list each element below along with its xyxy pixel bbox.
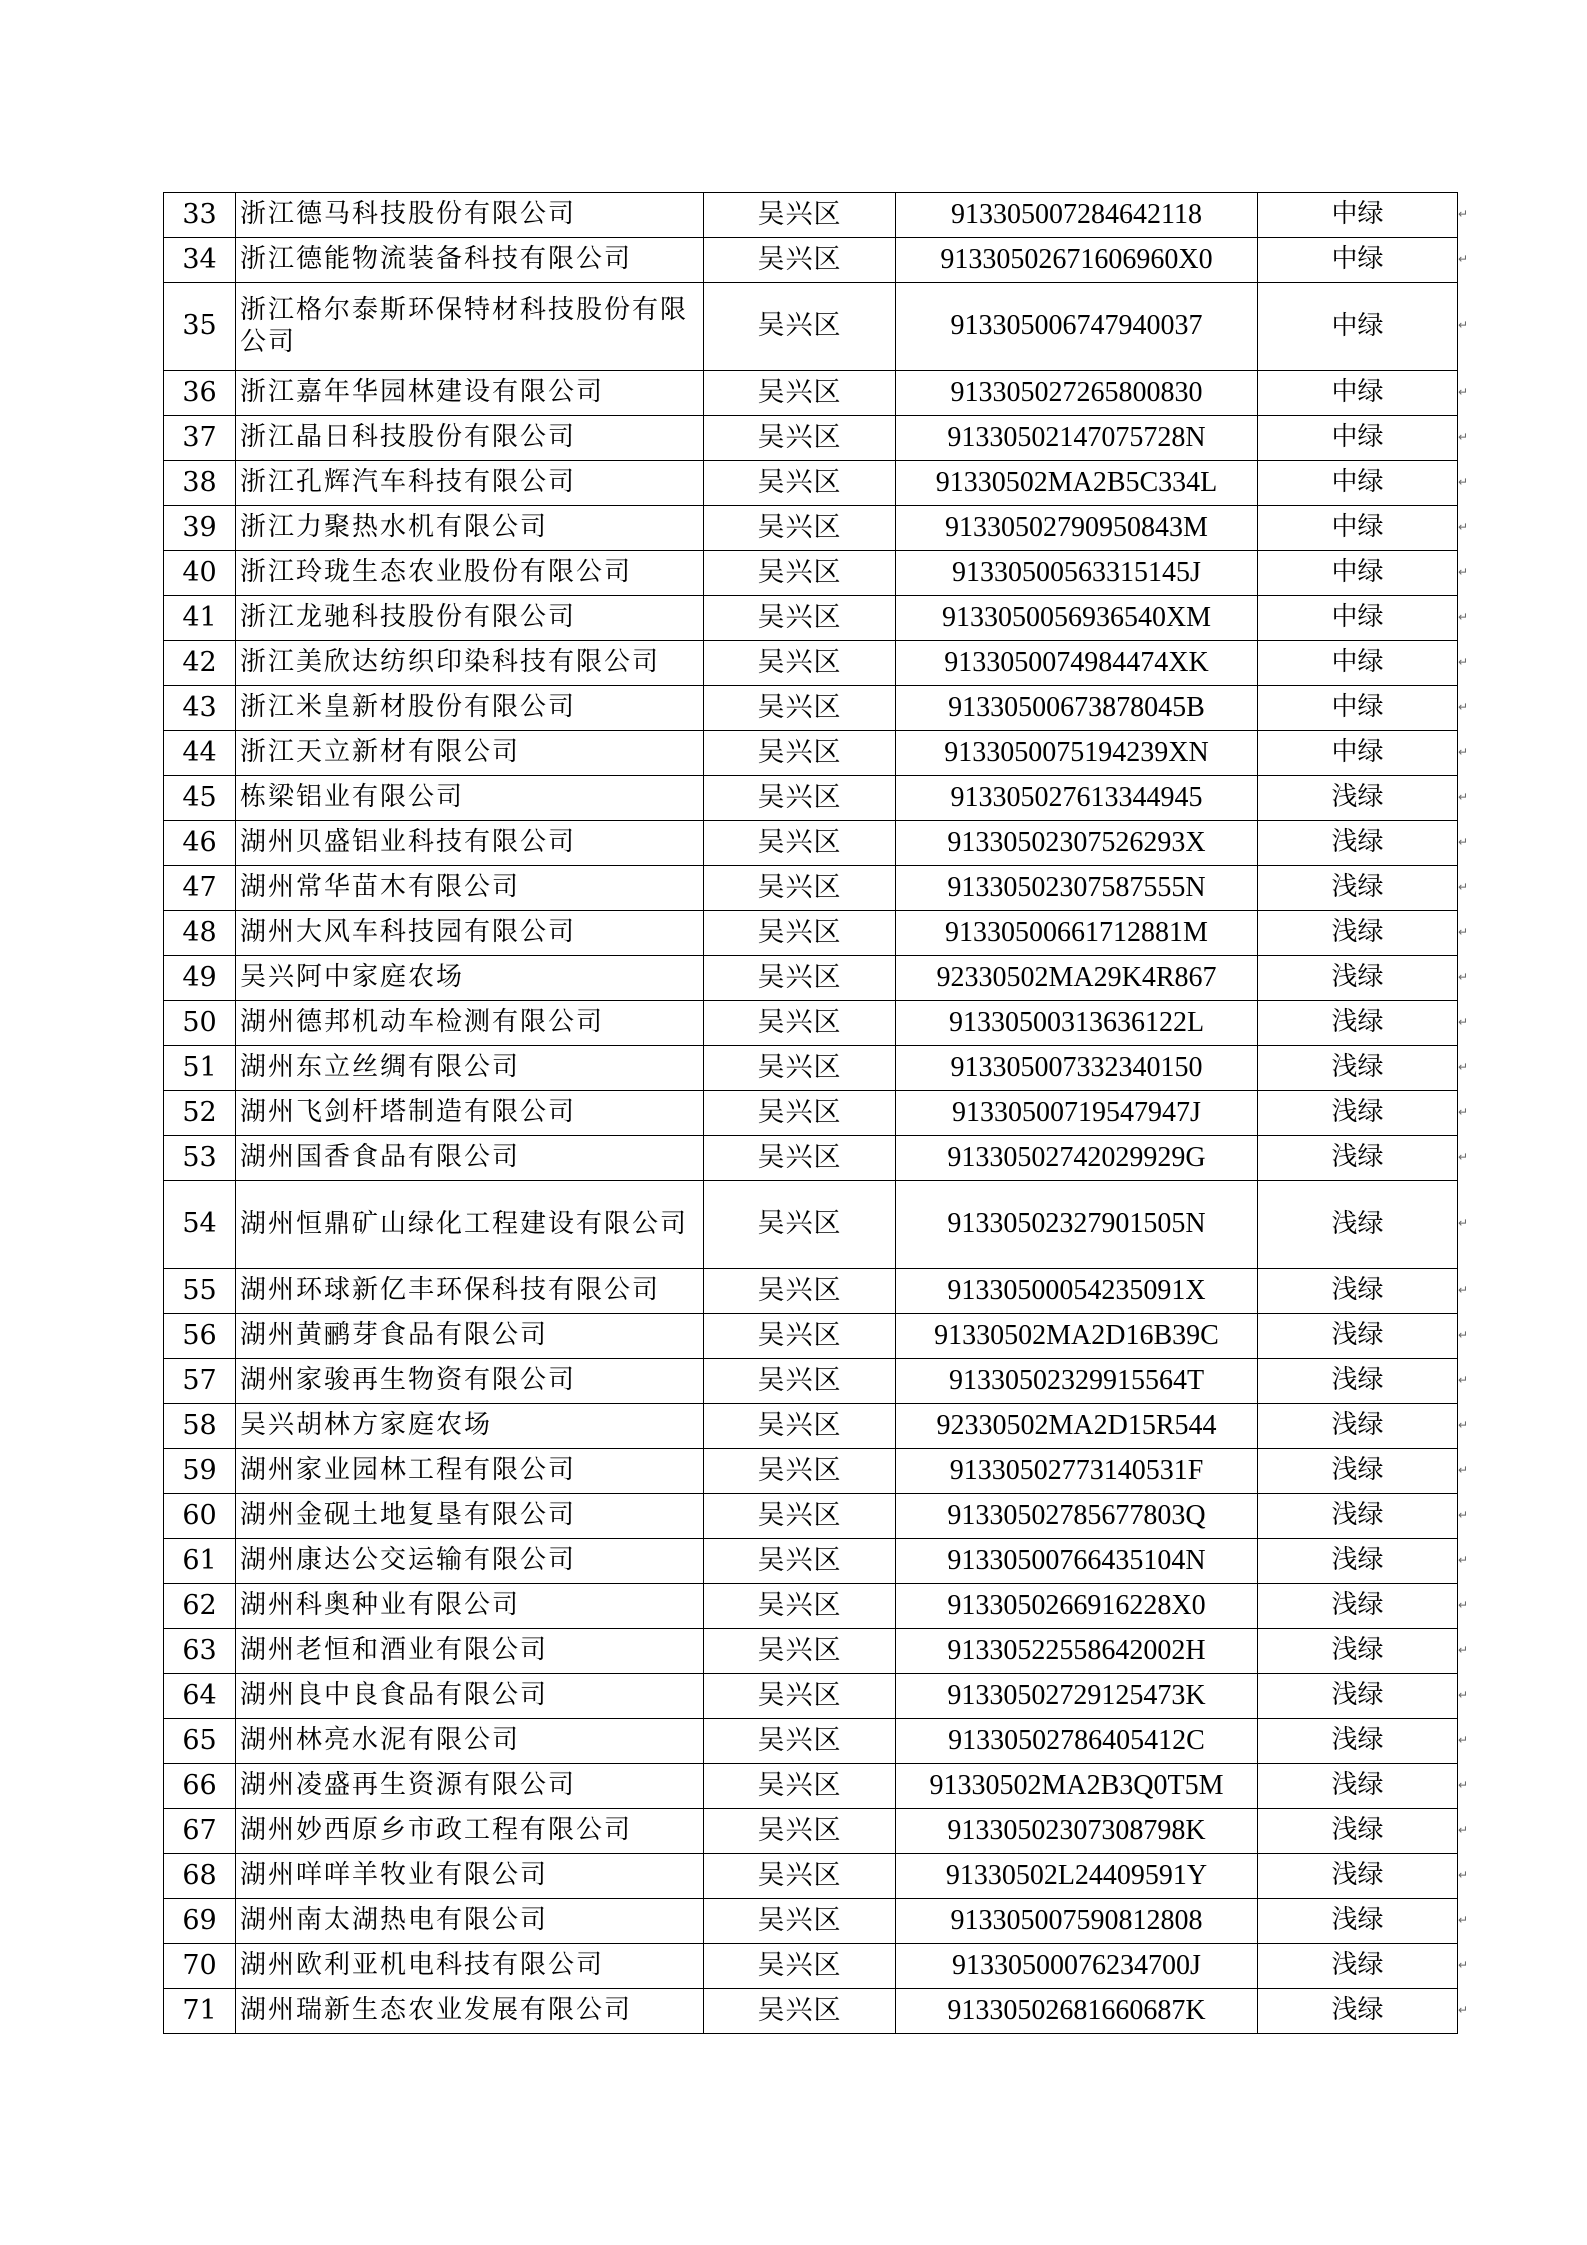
table-row	[164, 821, 1458, 866]
row-number: 48	[164, 911, 236, 956]
green-grade: 浅绿	[1258, 1404, 1458, 1449]
row-end-mark: ↵	[1458, 1059, 1469, 1074]
company-name: 湖州德邦机动车检测有限公司	[236, 1001, 704, 1046]
company-name: 湖州黄鹂芽食品有限公司	[236, 1314, 704, 1359]
row-end-mark: ↵	[1458, 564, 1469, 579]
credit-code: 91330500054235091X	[896, 1269, 1258, 1314]
green-grade: 浅绿	[1258, 1899, 1458, 1944]
district: 吴兴区	[704, 461, 896, 506]
company-name: 浙江龙驰科技股份有限公司	[236, 596, 704, 641]
row-number: 64	[164, 1674, 236, 1719]
green-grade: 中绿	[1258, 641, 1458, 686]
table-row	[164, 506, 1458, 551]
company-name: 湖州飞剑杆塔制造有限公司	[236, 1091, 704, 1136]
company-name: 浙江力聚热水机有限公司	[236, 506, 704, 551]
credit-code: 9133050266916228X0	[896, 1584, 1258, 1629]
table-row	[164, 1989, 1458, 2034]
district: 吴兴区	[704, 416, 896, 461]
district: 吴兴区	[704, 776, 896, 821]
table-row	[164, 1449, 1458, 1494]
credit-code: 91330502307526293X	[896, 821, 1258, 866]
green-grade: 中绿	[1258, 371, 1458, 416]
company-name: 湖州欧利亚机电科技有限公司	[236, 1944, 704, 1989]
row-end-mark: ↵	[1458, 1327, 1469, 1342]
district: 吴兴区	[704, 1674, 896, 1719]
row-end-mark: ↵	[1458, 1552, 1469, 1567]
credit-code: 91330500661712881M	[896, 911, 1258, 956]
table-row	[164, 461, 1458, 506]
district: 吴兴区	[704, 1719, 896, 1764]
district: 吴兴区	[704, 641, 896, 686]
credit-code: 91330500766435104N	[896, 1539, 1258, 1584]
company-name: 湖州老恒和酒业有限公司	[236, 1629, 704, 1674]
credit-code: 913305007332340150	[896, 1046, 1258, 1091]
row-end-mark: ↵	[1458, 1149, 1469, 1164]
row-number: 67	[164, 1809, 236, 1854]
credit-code: 91330502773140531F	[896, 1449, 1258, 1494]
district: 吴兴区	[704, 866, 896, 911]
row-number: 49	[164, 956, 236, 1001]
district: 吴兴区	[704, 1181, 896, 1269]
green-grade: 浅绿	[1258, 1001, 1458, 1046]
row-end-mark: ↵	[1458, 834, 1469, 849]
credit-code: 91330502671606960X0	[896, 238, 1258, 283]
company-name: 湖州康达公交运输有限公司	[236, 1539, 704, 1584]
district: 吴兴区	[704, 1629, 896, 1674]
row-number: 41	[164, 596, 236, 641]
credit-code: 91330502MA2B5C334L	[896, 461, 1258, 506]
district: 吴兴区	[704, 193, 896, 238]
credit-code: 91330500313636122L	[896, 1001, 1258, 1046]
table-row	[164, 1764, 1458, 1809]
row-number: 60	[164, 1494, 236, 1539]
row-number: 63	[164, 1629, 236, 1674]
table-row	[164, 1314, 1458, 1359]
credit-code: 91330500719547947J	[896, 1091, 1258, 1136]
row-end-mark: ↵	[1458, 1216, 1469, 1230]
row-end-mark: ↵	[1458, 384, 1469, 399]
credit-code: 91330500673878045B	[896, 686, 1258, 731]
company-name: 湖州贝盛铝业科技有限公司	[236, 821, 704, 866]
row-number: 51	[164, 1046, 236, 1091]
credit-code: 91330502L24409591Y	[896, 1854, 1258, 1899]
company-name: 浙江美欣达纺织印染科技有限公司	[236, 641, 704, 686]
credit-code: 91330502729125473K	[896, 1674, 1258, 1719]
row-number: 46	[164, 821, 236, 866]
district: 吴兴区	[704, 1046, 896, 1091]
green-grade: 中绿	[1258, 238, 1458, 283]
table-row	[164, 956, 1458, 1001]
credit-code: 91330502MA2B3Q0T5M	[896, 1764, 1258, 1809]
district: 吴兴区	[704, 596, 896, 641]
district: 吴兴区	[704, 1404, 896, 1449]
credit-code: 92330502MA29K4R867	[896, 956, 1258, 1001]
row-end-mark: ↵	[1458, 1104, 1469, 1119]
table-row	[164, 1854, 1458, 1899]
row-number: 50	[164, 1001, 236, 1046]
enterprise-table	[163, 192, 1458, 2034]
district: 吴兴区	[704, 1449, 896, 1494]
company-name: 浙江天立新材有限公司	[236, 731, 704, 776]
row-end-mark: ↵	[1458, 1912, 1469, 1927]
row-number: 35	[164, 283, 236, 371]
company-name: 栋梁铝业有限公司	[236, 776, 704, 821]
company-name: 湖州国香食品有限公司	[236, 1136, 704, 1181]
table-row	[164, 1181, 1458, 1269]
district: 吴兴区	[704, 1269, 896, 1314]
company-name: 浙江德马科技股份有限公司	[236, 193, 704, 238]
row-end-mark: ↵	[1458, 1282, 1469, 1297]
row-number: 70	[164, 1944, 236, 1989]
table-row	[164, 596, 1458, 641]
row-number: 52	[164, 1091, 236, 1136]
credit-code: 91330500563315145J	[896, 551, 1258, 596]
row-number: 37	[164, 416, 236, 461]
credit-code: 91330502681660687K	[896, 1989, 1258, 2034]
row-end-mark: ↵	[1458, 251, 1469, 266]
row-end-mark: ↵	[1458, 789, 1469, 804]
credit-code: 9133050074984474XK	[896, 641, 1258, 686]
green-grade: 浅绿	[1258, 1674, 1458, 1719]
table-row	[164, 776, 1458, 821]
credit-code: 91330502785677803Q	[896, 1494, 1258, 1539]
credit-code: 913305027613344945	[896, 776, 1258, 821]
green-grade: 浅绿	[1258, 1719, 1458, 1764]
company-name: 湖州良中良食品有限公司	[236, 1674, 704, 1719]
row-end-mark: ↵	[1458, 969, 1469, 984]
district: 吴兴区	[704, 1809, 896, 1854]
district: 吴兴区	[704, 1944, 896, 1989]
credit-code: 913305007590812808	[896, 1899, 1258, 1944]
district: 吴兴区	[704, 686, 896, 731]
company-name: 湖州凌盛再生资源有限公司	[236, 1764, 704, 1809]
row-end-mark: ↵	[1458, 1777, 1469, 1792]
credit-code: 91330500076234700J	[896, 1944, 1258, 1989]
credit-code: 91330502786405412C	[896, 1719, 1258, 1764]
company-name: 湖州大风车科技园有限公司	[236, 911, 704, 956]
row-number: 42	[164, 641, 236, 686]
row-end-mark: ↵	[1458, 654, 1469, 669]
district: 吴兴区	[704, 821, 896, 866]
row-end-mark: ↵	[1458, 1732, 1469, 1747]
credit-code: 91330502147075728N	[896, 416, 1258, 461]
row-number: 54	[164, 1181, 236, 1269]
company-name: 湖州咩咩羊牧业有限公司	[236, 1854, 704, 1899]
row-number: 58	[164, 1404, 236, 1449]
district: 吴兴区	[704, 551, 896, 596]
table-row	[164, 1899, 1458, 1944]
company-name: 湖州金砚土地复垦有限公司	[236, 1494, 704, 1539]
row-end-mark: ↵	[1458, 318, 1469, 332]
company-name: 吴兴胡林方家庭农场	[236, 1404, 704, 1449]
green-grade: 浅绿	[1258, 1854, 1458, 1899]
district: 吴兴区	[704, 1899, 896, 1944]
row-number: 43	[164, 686, 236, 731]
company-name: 湖州林亮水泥有限公司	[236, 1719, 704, 1764]
company-name: 湖州东立丝绸有限公司	[236, 1046, 704, 1091]
table-row	[164, 371, 1458, 416]
row-end-mark: ↵	[1458, 519, 1469, 534]
row-number: 69	[164, 1899, 236, 1944]
company-name: 湖州妙西原乡市政工程有限公司	[236, 1809, 704, 1854]
company-name: 浙江玲珑生态农业股份有限公司	[236, 551, 704, 596]
green-grade: 浅绿	[1258, 821, 1458, 866]
row-number: 40	[164, 551, 236, 596]
credit-code: 91330502742029929G	[896, 1136, 1258, 1181]
district: 吴兴区	[704, 1314, 896, 1359]
green-grade: 浅绿	[1258, 1136, 1458, 1181]
green-grade: 浅绿	[1258, 1449, 1458, 1494]
company-name: 浙江晶日科技股份有限公司	[236, 416, 704, 461]
row-end-mark: ↵	[1458, 1014, 1469, 1029]
green-grade: 浅绿	[1258, 866, 1458, 911]
table-row	[164, 686, 1458, 731]
table-row	[164, 911, 1458, 956]
district: 吴兴区	[704, 506, 896, 551]
row-number: 38	[164, 461, 236, 506]
credit-code: 91330502790950843M	[896, 506, 1258, 551]
green-grade: 浅绿	[1258, 1989, 1458, 2034]
row-end-mark: ↵	[1458, 1822, 1469, 1837]
green-grade: 浅绿	[1258, 1091, 1458, 1136]
company-name: 湖州常华苗木有限公司	[236, 866, 704, 911]
table-row	[164, 238, 1458, 283]
row-end-mark: ↵	[1458, 206, 1469, 221]
row-end-mark: ↵	[1458, 924, 1469, 939]
table-row	[164, 866, 1458, 911]
credit-code: 91330502MA2D16B39C	[896, 1314, 1258, 1359]
company-name: 湖州瑞新生态农业发展有限公司	[236, 1989, 704, 2034]
row-number: 45	[164, 776, 236, 821]
green-grade: 浅绿	[1258, 1359, 1458, 1404]
row-number: 55	[164, 1269, 236, 1314]
row-number: 44	[164, 731, 236, 776]
row-number: 61	[164, 1539, 236, 1584]
district: 吴兴区	[704, 1539, 896, 1584]
green-grade: 中绿	[1258, 193, 1458, 238]
table-row	[164, 1001, 1458, 1046]
credit-code: 9133050075194239XN	[896, 731, 1258, 776]
green-grade: 浅绿	[1258, 1764, 1458, 1809]
table-row	[164, 1494, 1458, 1539]
green-grade: 中绿	[1258, 283, 1458, 371]
district: 吴兴区	[704, 1584, 896, 1629]
table-row	[164, 283, 1458, 371]
row-number: 53	[164, 1136, 236, 1181]
green-grade: 浅绿	[1258, 1809, 1458, 1854]
green-grade: 浅绿	[1258, 1539, 1458, 1584]
green-grade: 浅绿	[1258, 1046, 1458, 1091]
company-name: 浙江米皇新材股份有限公司	[236, 686, 704, 731]
table-row	[164, 1269, 1458, 1314]
row-end-mark: ↵	[1458, 1597, 1469, 1612]
green-grade: 浅绿	[1258, 1494, 1458, 1539]
table-row	[164, 731, 1458, 776]
green-grade: 浅绿	[1258, 1181, 1458, 1269]
green-grade: 浅绿	[1258, 1944, 1458, 1989]
row-end-mark: ↵	[1458, 429, 1469, 444]
row-number: 39	[164, 506, 236, 551]
company-name: 浙江格尔泰斯环保特材科技股份有限公司	[236, 283, 704, 371]
row-end-mark: ↵	[1458, 1867, 1469, 1882]
row-number: 47	[164, 866, 236, 911]
company-name: 浙江孔辉汽车科技有限公司	[236, 461, 704, 506]
row-end-mark: ↵	[1458, 1687, 1469, 1702]
row-end-mark: ↵	[1458, 1507, 1469, 1522]
table-row	[164, 1091, 1458, 1136]
row-number: 36	[164, 371, 236, 416]
table-row	[164, 1359, 1458, 1404]
row-number: 62	[164, 1584, 236, 1629]
row-number: 57	[164, 1359, 236, 1404]
green-grade: 中绿	[1258, 686, 1458, 731]
green-grade: 中绿	[1258, 416, 1458, 461]
green-grade: 中绿	[1258, 551, 1458, 596]
district: 吴兴区	[704, 1001, 896, 1046]
table-row	[164, 1404, 1458, 1449]
row-end-mark: ↵	[1458, 1957, 1469, 1972]
green-grade: 中绿	[1258, 461, 1458, 506]
green-grade: 浅绿	[1258, 911, 1458, 956]
row-end-mark: ↵	[1458, 609, 1469, 624]
table-row	[164, 1629, 1458, 1674]
company-name: 浙江嘉年华园林建设有限公司	[236, 371, 704, 416]
credit-code: 913305027265800830	[896, 371, 1258, 416]
credit-code: 91330502329915564T	[896, 1359, 1258, 1404]
district: 吴兴区	[704, 1359, 896, 1404]
row-end-mark: ↵	[1458, 699, 1469, 714]
row-end-mark: ↵	[1458, 1372, 1469, 1387]
district: 吴兴区	[704, 283, 896, 371]
district: 吴兴区	[704, 911, 896, 956]
table-row	[164, 641, 1458, 686]
credit-code: 91330502327901505N	[896, 1181, 1258, 1269]
district: 吴兴区	[704, 1989, 896, 2034]
green-grade: 浅绿	[1258, 956, 1458, 1001]
district: 吴兴区	[704, 956, 896, 1001]
green-grade: 浅绿	[1258, 1629, 1458, 1674]
green-grade: 中绿	[1258, 596, 1458, 641]
district: 吴兴区	[704, 371, 896, 416]
credit-code: 913305006747940037	[896, 283, 1258, 371]
row-number: 66	[164, 1764, 236, 1809]
company-name: 湖州家业园林工程有限公司	[236, 1449, 704, 1494]
row-number: 71	[164, 1989, 236, 2034]
row-number: 59	[164, 1449, 236, 1494]
row-end-mark: ↵	[1458, 1642, 1469, 1657]
row-number: 68	[164, 1854, 236, 1899]
company-name: 浙江德能物流装备科技有限公司	[236, 238, 704, 283]
company-name: 湖州家骏再生物资有限公司	[236, 1359, 704, 1404]
district: 吴兴区	[704, 238, 896, 283]
row-end-mark: ↵	[1458, 2002, 1469, 2017]
table-body	[164, 193, 1458, 2034]
credit-code: 913305007284642118	[896, 193, 1258, 238]
table-row	[164, 1719, 1458, 1764]
green-grade: 浅绿	[1258, 1269, 1458, 1314]
table-row	[164, 1674, 1458, 1719]
company-name: 湖州南太湖热电有限公司	[236, 1899, 704, 1944]
table-row	[164, 551, 1458, 596]
table-row	[164, 1136, 1458, 1181]
company-name: 湖州科奥种业有限公司	[236, 1584, 704, 1629]
green-grade: 中绿	[1258, 731, 1458, 776]
table-row	[164, 416, 1458, 461]
row-end-mark: ↵	[1458, 1462, 1469, 1477]
table-row	[164, 1046, 1458, 1091]
table-row	[164, 1584, 1458, 1629]
company-name: 吴兴阿中家庭农场	[236, 956, 704, 1001]
row-number: 65	[164, 1719, 236, 1764]
district: 吴兴区	[704, 731, 896, 776]
company-name: 湖州环球新亿丰环保科技有限公司	[236, 1269, 704, 1314]
district: 吴兴区	[704, 1091, 896, 1136]
row-end-mark: ↵	[1458, 474, 1469, 489]
row-number: 34	[164, 238, 236, 283]
row-end-mark: ↵	[1458, 1417, 1469, 1432]
credit-code: 91330502307308798K	[896, 1809, 1258, 1854]
green-grade: 浅绿	[1258, 1314, 1458, 1359]
row-end-mark: ↵	[1458, 879, 1469, 894]
row-number: 56	[164, 1314, 236, 1359]
green-grade: 浅绿	[1258, 776, 1458, 821]
district: 吴兴区	[704, 1854, 896, 1899]
credit-code: 91330502307587555N	[896, 866, 1258, 911]
district: 吴兴区	[704, 1136, 896, 1181]
credit-code: 9133050056936540XM	[896, 596, 1258, 641]
district: 吴兴区	[704, 1494, 896, 1539]
credit-code: 92330502MA2D15R544	[896, 1404, 1258, 1449]
company-name: 湖州恒鼎矿山绿化工程建设有限公司	[236, 1181, 704, 1269]
table-row	[164, 1809, 1458, 1854]
row-number: 33	[164, 193, 236, 238]
table-row	[164, 1944, 1458, 1989]
credit-code: 91330522558642002H	[896, 1629, 1258, 1674]
green-grade: 浅绿	[1258, 1584, 1458, 1629]
row-end-mark: ↵	[1458, 744, 1469, 759]
district: 吴兴区	[704, 1764, 896, 1809]
table-row	[164, 1539, 1458, 1584]
green-grade: 中绿	[1258, 506, 1458, 551]
table-row	[164, 193, 1458, 238]
